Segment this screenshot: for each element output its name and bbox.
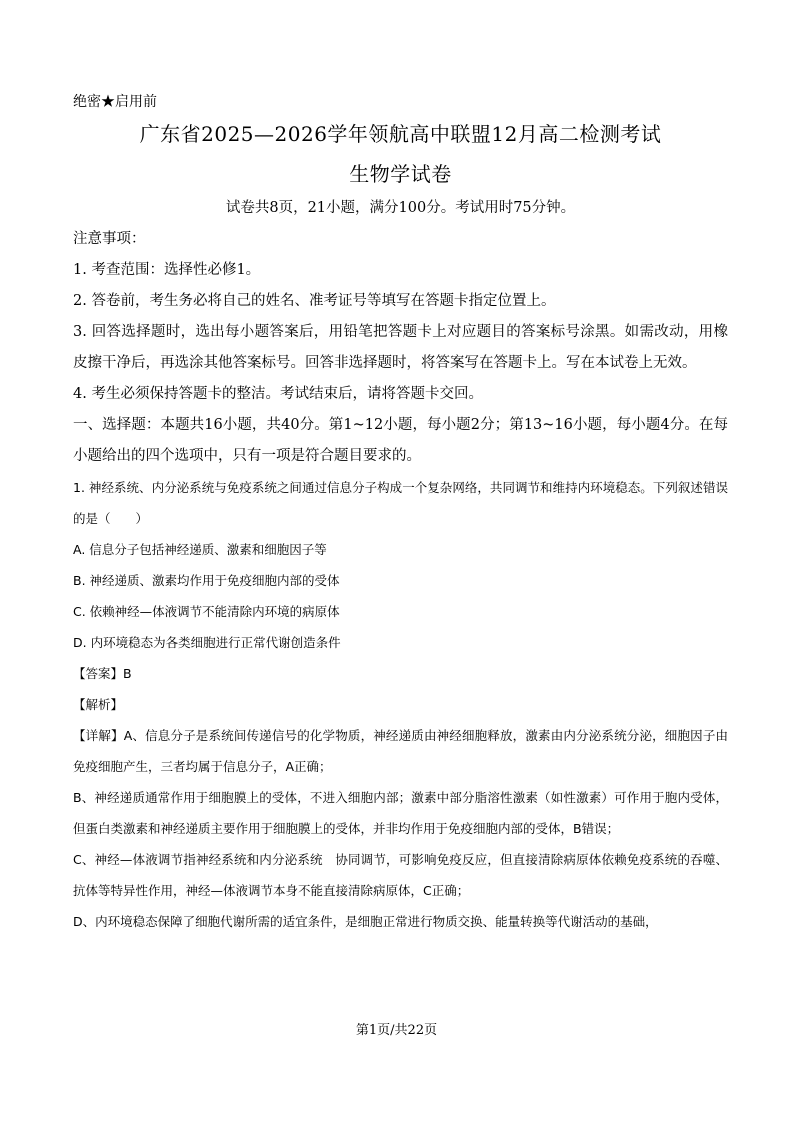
notes-heading: 注意事项： [73,231,146,247]
note-item-2: 2. 答卷前，考生务必将自己的姓名、准考证号等填写在答题卡指定位置上。 [73,293,556,309]
question-1-stem: 1. 神经系统、内分泌系统与免疫系统之间通过信息分子构成一个复杂网络，共同调节和维持内环境稳态。下列叙述错误的是（ ） [73,480,728,526]
detail-c: C、神经—体液调节指神经系统和内分泌系统 协同调节，可影响免疫反应，但直接清除病原体依赖免疫系统的吞噬、抗体等特异性作用，神经—体液调节本身不能直接清除病原体，C正确； [73,852,728,898]
analysis-heading: 【解析】 [73,697,124,712]
exam-subtitle: 生物学试卷 [349,162,452,186]
detail-b: B、神经递质通常作用于细胞膜上的受体，不进入细胞内部；激素中部分脂溶性激素（如性激素）可作用于胞内受体，但蛋白类激素和神经递质主要作用于细胞膜上的受体，并非均作用于免疫细胞内部的受体，B错误； [73,790,728,836]
detail-a: 【详解】A、信息分子是系统间传递信号的化学物质，神经递质由神经细胞释放，激素由内分泌系统分泌，细胞因子由免疫细胞产生，三者均属于信息分子，A正确； [73,728,728,774]
exam-info: 试卷共8页，21小题，满分100分。考试用时75分钟。 [225,200,576,216]
secret-mark: 绝密★启用前 [73,94,157,110]
option-b: B. 神经递质、激素均作用于免疫细胞内部的受体 [73,573,340,588]
note-item-4: 4. 考生必须保持答题卡的整洁。考试结束后，请将答题卡交回。 [73,386,483,402]
page-footer: 第1页/共22页 [355,1023,438,1038]
exam-title: 广东省2025—2026学年领航高中联盟12月高二检测考试 [139,122,662,146]
document-page [73,92,728,937]
option-a: A. 信息分子包括神经递质、激素和细胞因子等 [73,542,327,557]
answer-line: 【答案】B [73,666,132,681]
option-d: D. 内环境稳态为各类细胞进行正常代谢创造条件 [73,635,341,650]
detail-d: D、内环境稳态保障了细胞代谢所需的适宜条件，是细胞正常进行物质交换、能量转换等代谢活动的基础， [73,914,658,929]
section-intro: 一、选择题：本题共16小题，共40分。第1~12小题，每小题2分；第13~16小题，每小题4分。在每小题给出的四个选项中，只有一项是符合题目要求的。 [73,417,728,464]
note-item-3: 3. 回答选择题时，选出每小题答案后，用铅笔把答题卡上对应题目的答案标号涂黑。如需改动，用橡皮擦干净后，再选涂其他答案标号。回答非选择题时，将答案写在答题卡上。写在本试卷上无效。 [73,324,728,371]
option-c: C. 依赖神经—体液调节不能清除内环境的病原体 [73,604,340,619]
note-item-1: 1. 考查范围：选择性必修1。 [73,262,261,278]
